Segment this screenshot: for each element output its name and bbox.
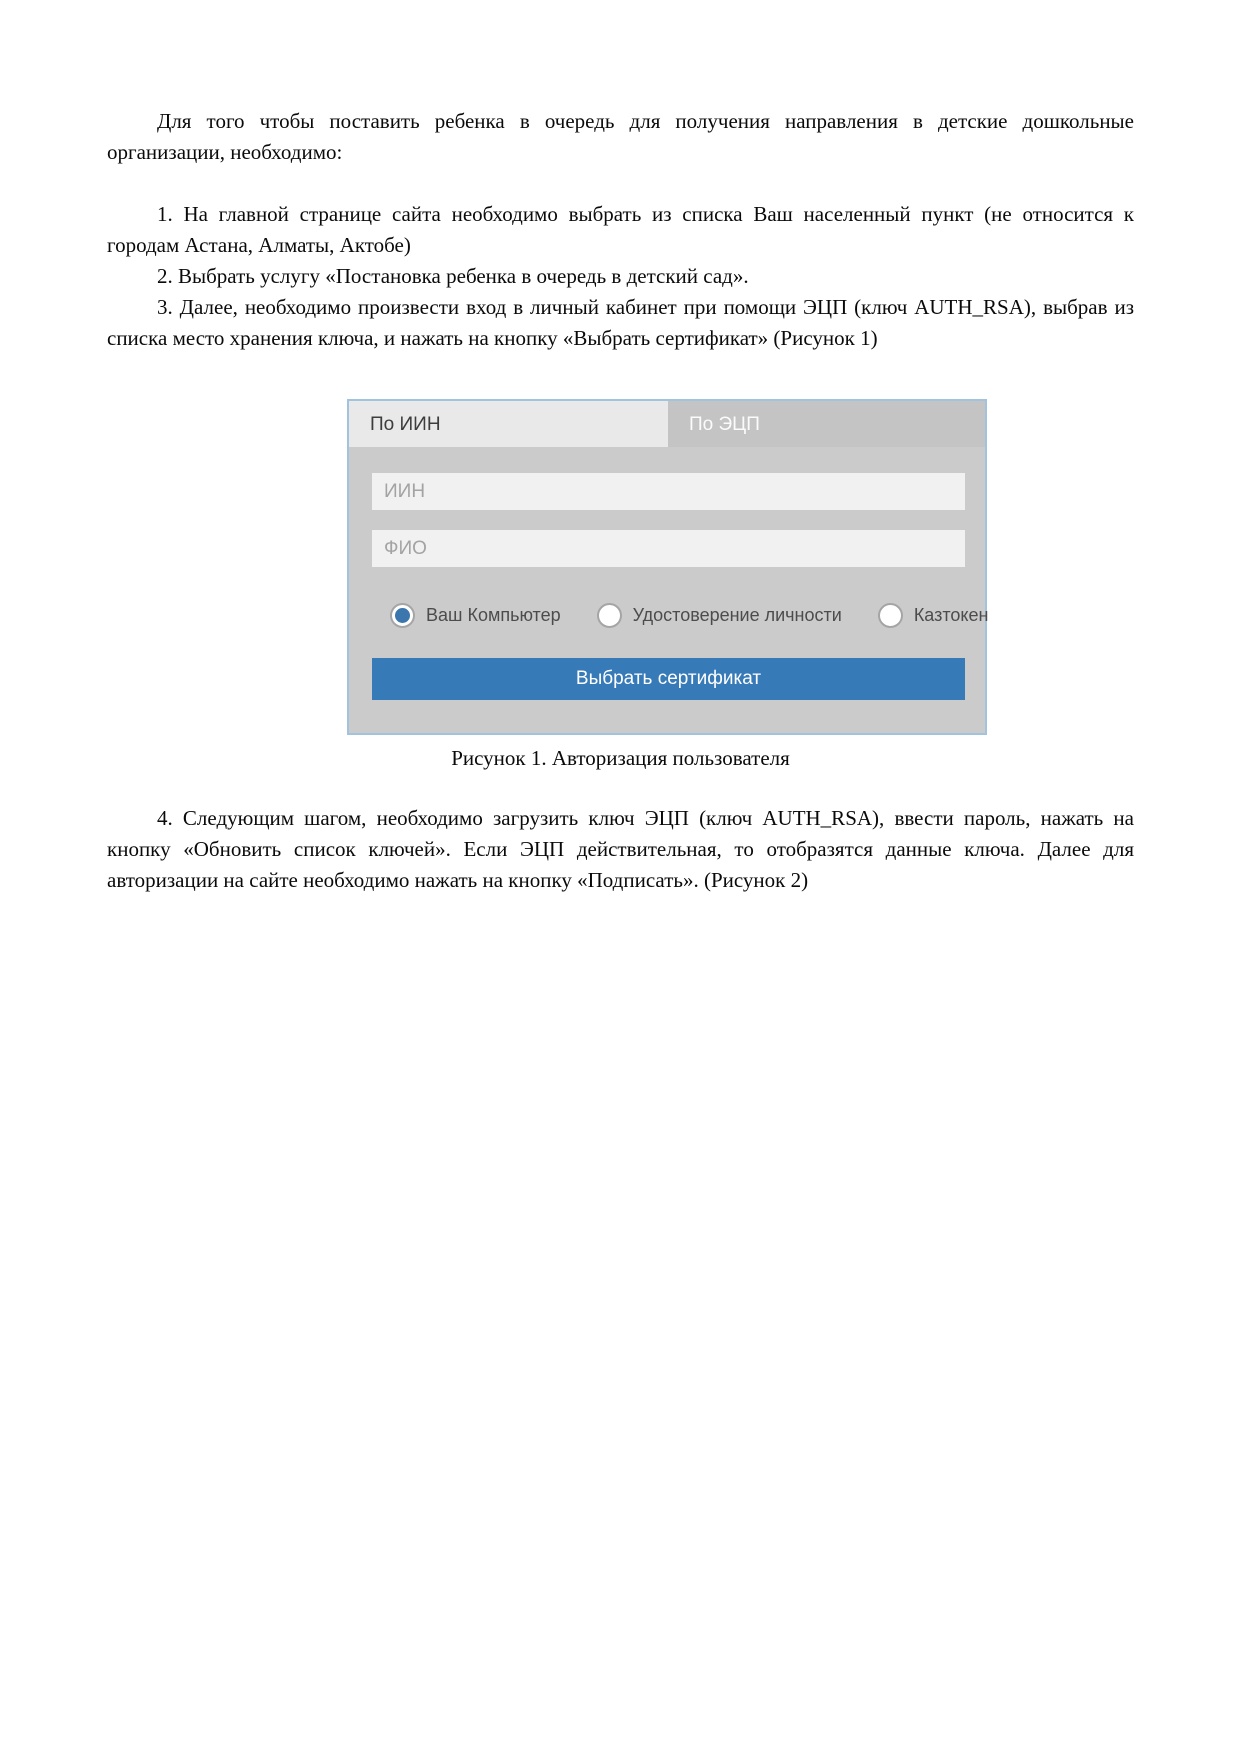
document-body <box>0 106 1241 896</box>
intro-paragraph: Для того чтобы поставить ребенка в очередь для получения направления в детские дошкольные организации, необходимо: <box>107 109 1134 164</box>
step-4: 4. Следующим шагом, необходимо загрузить ключ ЭЦП (ключ AUTH_RSA), ввести пароль, нажать на кнопку «Обновить список ключей». Если ЭЦП действительная, то отобразятся данные ключа. Далее для авторизации на сайте необходимо нажать на кнопку «Подписать». (Рисунок 2) <box>107 806 1134 892</box>
tab-by-ecp[interactable] <box>668 401 985 447</box>
radio-identity-card-label: Удостоверение личности <box>632 604 842 625</box>
auth-tabs <box>349 401 985 447</box>
key-storage-radio-row <box>372 602 989 628</box>
step-1: 1. На главной странице сайта необходимо выбрать из списка Ваш населенный пункт (не относится к городам Астана, Алматы, Актобе) <box>107 202 1134 257</box>
auth-form <box>349 447 989 700</box>
choose-certificate-button[interactable]: Выбрать сертификат <box>372 658 965 700</box>
tab-by-ecp-label: По ЭЦП <box>689 413 760 435</box>
radio-unselected-icon <box>597 603 622 628</box>
radio-kaztoken-label: Казтокен <box>913 604 989 625</box>
fio-input[interactable] <box>372 530 965 567</box>
radio-selected-icon <box>390 603 415 628</box>
iin-input[interactable] <box>372 473 965 510</box>
step-2: 2. Выбрать услугу «Постановка ребенка в очередь в детский сад». <box>157 264 749 288</box>
figure-caption: Рисунок 1. Авторизация пользователя <box>451 746 790 770</box>
radio-unselected-icon <box>878 603 903 628</box>
spacer <box>372 510 961 530</box>
radio-kaztoken[interactable] <box>878 600 989 631</box>
radio-your-computer-label: Ваш Компьютер <box>426 604 561 625</box>
figure-auth-widget <box>347 399 987 735</box>
tab-by-iin-label: По ИИН <box>370 413 441 435</box>
radio-identity-card[interactable] <box>597 600 842 631</box>
step-3: 3. Далее, необходимо произвести вход в личный кабинет при помощи ЭЦП (ключ AUTH_RSA), выбрав из списка место хранения ключа, и нажать на кнопку «Выбрать сертификат» (Рисунок 1) <box>107 295 1134 350</box>
tab-by-iin[interactable] <box>349 401 668 447</box>
radio-your-computer[interactable] <box>390 600 561 631</box>
steps-list <box>107 199 1134 354</box>
